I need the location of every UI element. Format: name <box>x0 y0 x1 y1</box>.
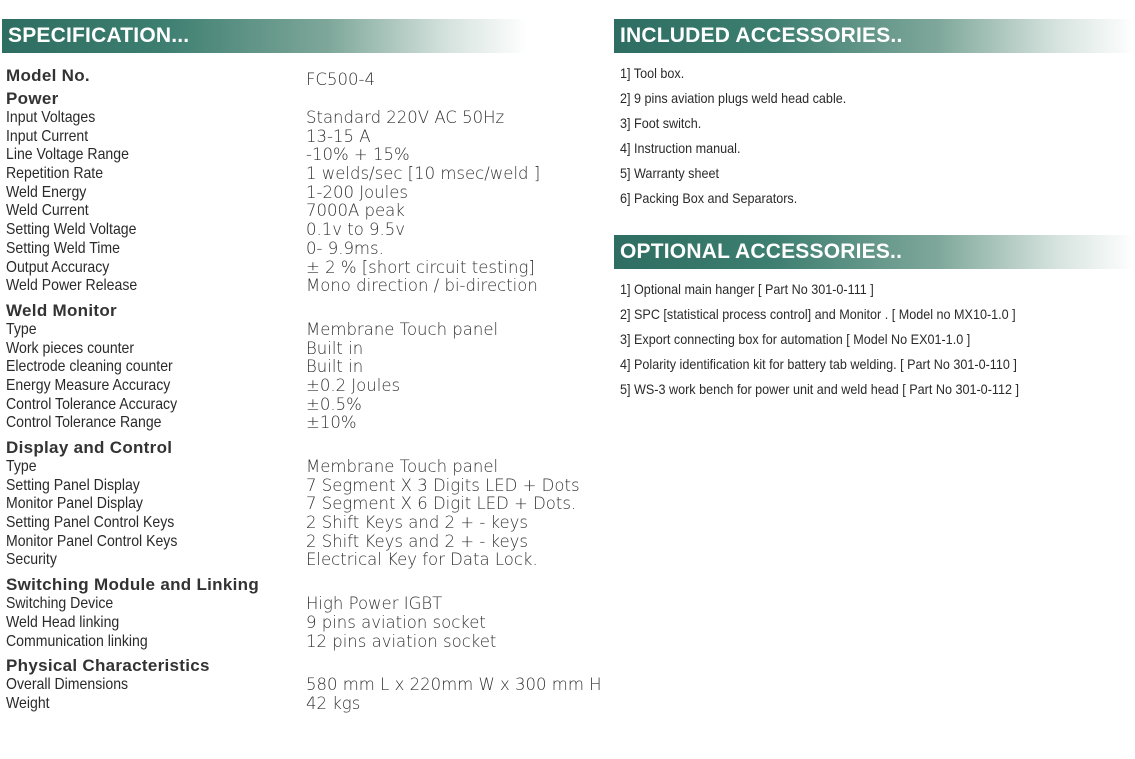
spec-label: Weld Power Release <box>6 277 138 295</box>
spec-value: 2 Shift Keys and 2 + - keys <box>306 531 529 551</box>
spec-value: 13-15 A <box>306 126 371 146</box>
included-accessory-item: 6] Packing Box and Separators. <box>620 190 798 206</box>
spec-row <box>6 594 616 613</box>
optional-accessory-item: 3] Export connecting box for automation [ Model No EX01-1.0 ] <box>620 331 971 347</box>
spec-label: Input Current <box>6 127 89 145</box>
spec-label: Communication linking <box>6 632 148 650</box>
included-accessory-item: 3] Foot switch. <box>620 115 702 131</box>
spec-value: 1 welds/sec [10 msec/weld ] <box>306 164 541 184</box>
spec-value: Membrane Touch panel <box>306 319 499 339</box>
included-accessories-list <box>620 64 1120 214</box>
spec-label: Type <box>6 458 37 475</box>
section-heading: Physical Characteristics <box>6 656 210 676</box>
spec-label: Security <box>6 551 57 569</box>
spec-label: Setting Panel Control Keys <box>6 514 175 532</box>
spec-label: Energy Measure Accuracy <box>6 376 171 394</box>
spec-row <box>6 513 616 532</box>
spec-value: ±0.2 Joules <box>306 375 401 395</box>
spec-value: High Power IGBT <box>306 594 443 614</box>
spec-label: Setting Weld Voltage <box>6 221 137 239</box>
spec-row <box>6 457 616 476</box>
spec-row <box>6 494 616 513</box>
spec-row <box>6 108 616 127</box>
spec-row <box>6 357 616 376</box>
spec-value: 0.1v to 9.5v <box>306 220 406 240</box>
spec-label: Electrode cleaning counter <box>6 358 173 376</box>
spec-value: Built in <box>306 338 364 358</box>
spec-row <box>6 675 616 694</box>
spec-value: 9 pins aviation socket <box>306 612 486 632</box>
section-heading: Power <box>6 89 59 108</box>
spec-row <box>6 183 616 202</box>
spec-value: 1-200 Joules <box>306 182 408 202</box>
optional-accessory-item: 5] WS-3 work bench for power unit and weld head [ Part No 301-0-112 ] <box>620 381 1019 397</box>
included-accessory-item: 4] Instruction manual. <box>620 140 741 156</box>
spec-row <box>6 239 616 258</box>
model-row <box>6 64 616 89</box>
spec-value: Mono direction / bi-direction <box>306 276 538 296</box>
spec-value: 7 Segment X 6 Digit LED + Dots. <box>306 494 577 514</box>
spec-label: Setting Weld Time <box>6 239 121 257</box>
optional-accessories-banner: OPTIONAL ACCESSORIES.. <box>614 235 1135 269</box>
spec-value: 42 kgs <box>306 693 361 713</box>
spec-label: Line Voltage Range <box>6 146 129 164</box>
spec-row <box>6 632 616 651</box>
model-label: Model No. <box>6 66 90 85</box>
spec-label: Overall Dimensions <box>6 676 129 694</box>
spec-row <box>6 220 616 239</box>
spec-label: Monitor Panel Display <box>6 495 143 513</box>
included-accessories-banner: INCLUDED ACCESSORIES.. <box>614 19 1135 53</box>
included-accessory-item: 1] Tool box. <box>620 65 685 81</box>
spec-label: Control Tolerance Accuracy <box>6 395 178 413</box>
spec-row <box>6 550 616 569</box>
spec-row <box>6 395 616 414</box>
spec-label: Weld Head linking <box>6 613 120 631</box>
spec-value: -10% + 15% <box>306 145 410 165</box>
spec-row <box>6 339 616 358</box>
spec-value: 7000A peak <box>306 201 405 221</box>
spec-label: Setting Panel Display <box>6 476 140 494</box>
spec-label: Weld Energy <box>6 183 87 201</box>
spec-row <box>6 145 616 164</box>
spec-row <box>6 476 616 495</box>
spec-value: Standard 220V AC 50Hz <box>306 108 505 127</box>
spec-value: Electrical Key for Data Lock. <box>306 550 538 570</box>
spec-value: ± 2 % [short circuit testing] <box>306 257 535 277</box>
spec-label: Type <box>6 320 37 338</box>
spec-row <box>6 413 616 432</box>
optional-accessory-item: 2] SPC [statistical process control] and Monitor . [ Model no MX10-1.0 ] <box>620 306 1016 322</box>
spec-row <box>6 276 616 295</box>
included-accessory-item: 2] 9 pins aviation plugs weld head cable. <box>620 90 847 106</box>
spec-row <box>6 320 616 339</box>
spec-row <box>6 376 616 395</box>
spec-value: ±10% <box>306 413 357 433</box>
spec-row <box>6 127 616 146</box>
section-heading: Weld Monitor <box>6 300 117 320</box>
spec-value: ±0.5% <box>306 394 362 414</box>
spec-value: Membrane Touch panel <box>306 457 499 476</box>
spec-value: 7 Segment X 3 Digits LED + Dots <box>306 475 580 495</box>
spec-label: Monitor Panel Control Keys <box>6 532 178 550</box>
spec-label: Work pieces counter <box>6 339 135 357</box>
spec-row <box>6 613 616 632</box>
spec-label: Input Voltages <box>6 109 96 126</box>
spec-row <box>6 694 616 713</box>
spec-value: 2 Shift Keys and 2 + - keys <box>306 513 529 533</box>
spec-value: Built in <box>306 357 364 377</box>
included-accessory-item: 5] Warranty sheet <box>620 165 719 181</box>
spec-value: 580 mm L x 220mm W x 300 mm H <box>306 675 602 695</box>
specification-banner: SPECIFICATION... <box>2 19 528 53</box>
model-value: FC500-4 <box>306 70 375 89</box>
spec-label: Repetition Rate <box>6 165 104 183</box>
spec-label: Switching Device <box>6 595 114 613</box>
spec-label: Output Accuracy <box>6 258 110 276</box>
spec-row <box>6 164 616 183</box>
spec-row <box>6 201 616 220</box>
spec-row <box>6 258 616 277</box>
optional-accessory-item: 4] Polarity identification kit for battery tab welding. [ Part No 301-0-110 ] <box>620 356 1017 372</box>
spec-row <box>6 532 616 551</box>
section-heading: Switching Module and Linking <box>6 575 259 595</box>
spec-label: Weight <box>6 694 50 712</box>
spec-value: 0- 9.9ms. <box>306 238 384 258</box>
spec-label: Weld Current <box>6 202 89 220</box>
specification-list <box>6 64 616 713</box>
optional-accessory-item: 1] Optional main hanger [ Part No 301-0-111 ] <box>620 281 874 297</box>
spec-label: Control Tolerance Range <box>6 414 162 432</box>
section-heading: Display and Control <box>6 438 173 457</box>
spec-value: 12 pins aviation socket <box>306 631 497 651</box>
optional-accessories-list <box>620 280 1120 405</box>
